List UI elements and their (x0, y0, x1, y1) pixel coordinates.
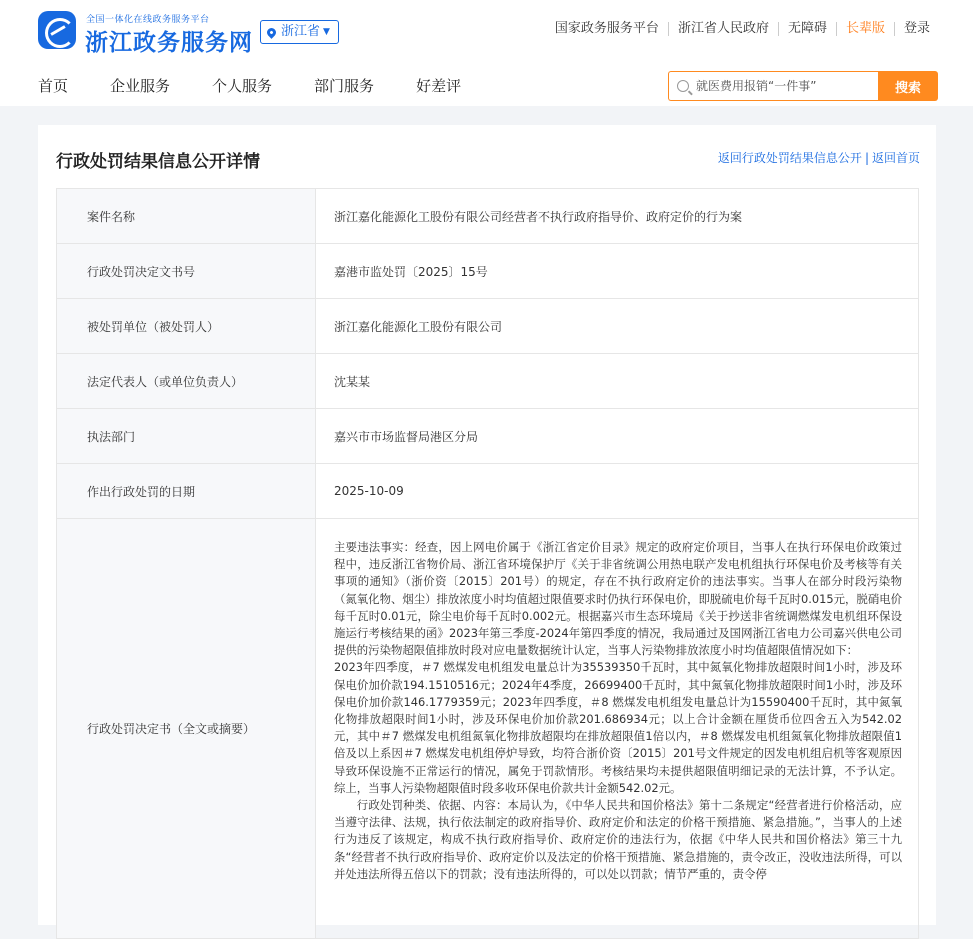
search-button[interactable]: 搜索 (878, 71, 938, 101)
decision-row (57, 519, 918, 939)
link-login[interactable]: 登录 (894, 22, 939, 36)
decision-paragraph-facts: 主要违法事实：经查，因上网电价属于《浙江省定价目录》规定的政府定价项目，当事人在执行环保电价政策过程中，违反浙江省物价局、浙江省环境保护厅《关于非省统调公用热电联产发电机组执行环保电价及考核等有关事项的通知》（浙价资〔2015〕201号）的规定，存在不执行政府定价的违法事实。当事人在部分时段污染物（氮氧化物、烟尘）排放浓度小时均值超过限值要求时仍执行环保电价，即脱硫电价每千瓦时0.015元，脱硝电价每千瓦时0.01元，除尘电价每千瓦时0.002元。根据嘉兴市生态环境局《关于抄送非省统调燃煤发电机组环保设施运行考核结果的函》2023年第三季度-2024年第四季度的情况，我局通过及国网浙江省电力公司嘉兴供电公司提供的污染物超限值排放时段对应电量数据统计认定，当事人污染物排放浓度小时均值超限值情况如下： (334, 540, 902, 658)
decision-paragraph-details: 2023年四季度，＃7 燃煤发电机组发电量总计为35539350千瓦时，其中氮氧化物排放超限时间1小时，涉及环保电价加价款194.1510516元；2024年4季度，26699400千瓦时，其中氮氧化物排放超限时间1小时，涉及环保电价加价款146.1779359元；2023年四季度，＃8 燃煤发电机组发电量总计为15590400千瓦时，其中氮氧化物排放超限时间1小时，涉及环保电价加价款201.686934元；以上合计金额在厘货币位四舍五入为542.02元，其中＃7 燃煤发电机组氮氧化物排放超限均在排放超限值1倍以内，＃8 燃煤发电机组氮氧化物排放超限值1倍及以上系因＃7 燃煤发电机组停炉导致，均符合浙价资〔2015〕201号文件规定的因发电机组启机等客观原因导致环保设施不正常运行的情况，属免于罚款情形。考核结果均未提供超限值明细记录的无法计算，不予认定。综上，当事人污染物超限值时段多收环保电价款共计金额542.02元。 (334, 660, 902, 795)
search-bar (668, 71, 938, 101)
search-icon (677, 80, 689, 92)
brand-title[interactable]: 浙江政务服务网 (85, 29, 253, 56)
search-box (668, 71, 878, 101)
table-row (57, 299, 918, 354)
breadcrumb-separator: | (864, 151, 869, 165)
decision-label: 行政处罚决定书（全文或摘要） (57, 519, 316, 938)
main-nav (38, 75, 503, 96)
field-value: 2025-10-09 (334, 484, 404, 498)
field-value: 嘉港市监处罚〔2025〕15号 (334, 264, 488, 279)
field-value: 浙江嘉化能源化工股份有限公司 (334, 319, 503, 334)
table-row (57, 189, 918, 244)
location-pin-icon (265, 26, 278, 39)
field-label: 法定代表人（或单位负责人） (57, 354, 316, 408)
decision-paragraph-basis: 行政处罚种类、依据、内容：本局认为，《中华人民共和国价格法》第十二条规定“经营者进行价格活动，应当遵守法律、法规，执行依法制定的政府指导价、政府定价和法定的价格干预措施、紧急措施。”，当事人的上述行为违反了该规定，构成不执行政府指导价、政府定价的违法行为，依据《中华人民共和国价格法》第三十九条“经营者不执行政府指导价、政府定价以及法定的价格干预措施、紧急措施的，责令改正，没收违法所得，可以并处违法所得五倍以下的罚款；没有违法所得的，可以处以罚款；情节严重的，责令停 (334, 798, 902, 881)
nav-item-department[interactable]: 部门服务 (314, 77, 375, 95)
detail-table (56, 188, 919, 939)
field-label: 案件名称 (57, 189, 316, 243)
caret-down-icon: ▼ (323, 27, 330, 37)
field-label: 被处罚单位（被处罚人） (57, 299, 316, 353)
detail-card (38, 125, 936, 925)
field-label: 作出行政处罚的日期 (57, 464, 316, 518)
nav-item-rating[interactable]: 好差评 (416, 77, 462, 95)
link-accessibility[interactable]: 无障碍 (778, 22, 836, 36)
back-to-home-link[interactable]: 返回首页 (871, 151, 920, 165)
field-label: 行政处罚决定文书号 (57, 244, 316, 298)
nav-item-business[interactable]: 企业服务 (110, 77, 171, 95)
table-row (57, 464, 918, 519)
breadcrumb (718, 149, 920, 166)
field-value: 嘉兴市市场监督局港区分局 (334, 429, 479, 444)
table-row (57, 354, 918, 409)
back-to-list-link[interactable]: 返回行政处罚结果信息公开 (717, 151, 862, 165)
top-links (546, 22, 939, 36)
field-label: 执法部门 (57, 409, 316, 463)
field-value: 沈某某 (334, 374, 371, 389)
field-value: 浙江嘉化能源化工股份有限公司经营者不执行政府指导价、政府定价的行为案 (334, 209, 743, 224)
table-row (57, 244, 918, 299)
decision-text (316, 519, 918, 938)
table-row (57, 409, 918, 464)
link-national-platform[interactable]: 国家政务服务平台 (554, 21, 659, 36)
nav-item-personal[interactable]: 个人服务 (212, 77, 273, 95)
nav-item-home[interactable]: 首页 (38, 77, 69, 95)
link-zhejiang-government[interactable]: 浙江省人民政府 (668, 22, 778, 36)
site-logo-icon[interactable] (38, 11, 76, 49)
site-header (0, 0, 973, 106)
region-selector[interactable] (260, 20, 339, 44)
region-label: 浙江省 (281, 24, 321, 39)
page-title: 行政处罚结果信息公开详情 (56, 152, 260, 172)
link-elder-mode[interactable]: 长辈版 (836, 22, 894, 36)
search-input[interactable] (696, 79, 866, 93)
brand-subtitle: 全国一体化在线政务服务平台 (86, 15, 210, 25)
